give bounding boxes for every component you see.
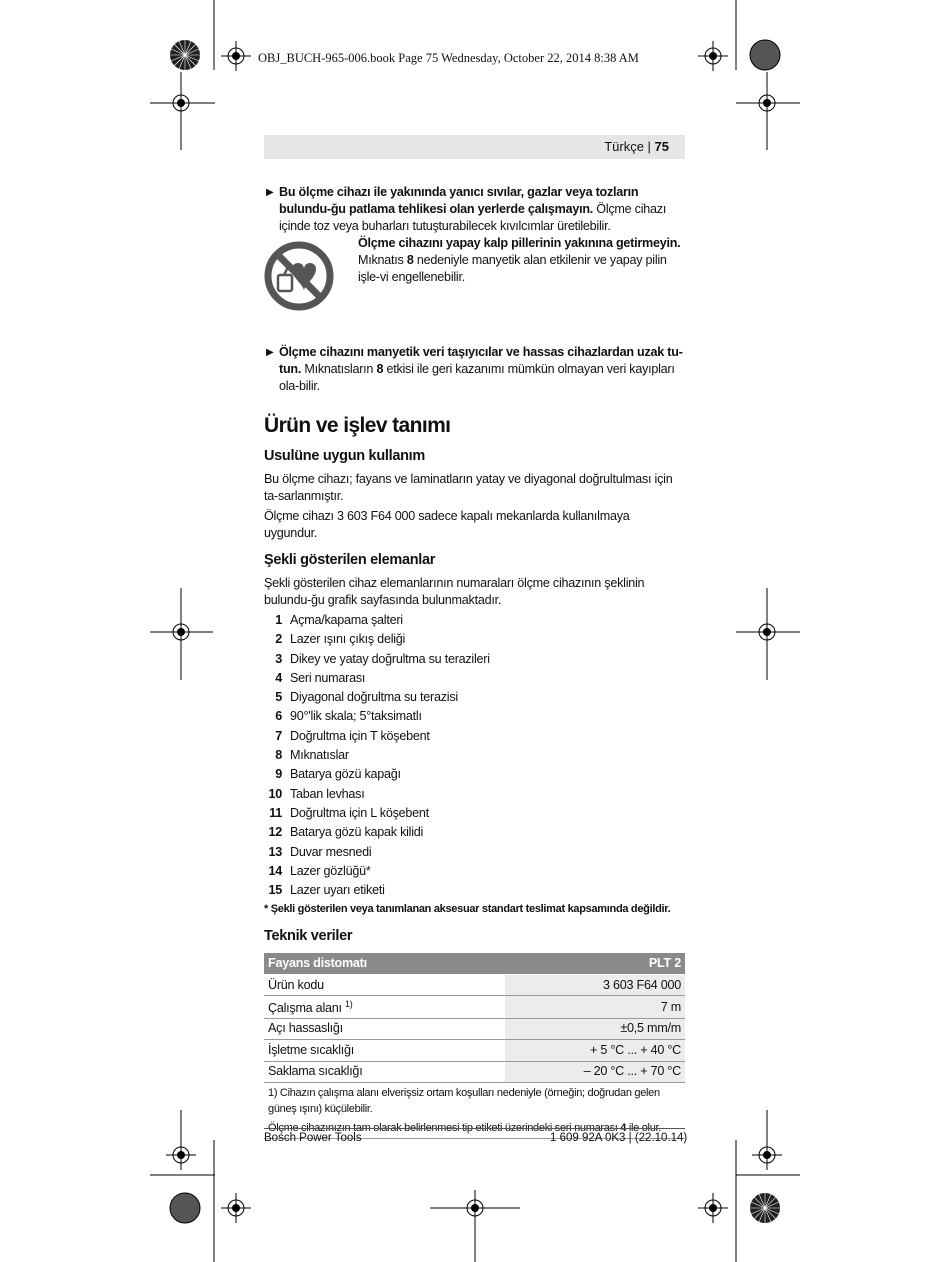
header-separator: |: [643, 139, 655, 154]
footer-brand: Bosch Power Tools: [264, 1132, 362, 1144]
item-label: Lazer ışını çıkış deliği: [290, 632, 406, 647]
row-value: 3 603 F64 000: [505, 974, 685, 996]
item-label: Seri numarası: [290, 670, 366, 685]
list-item: [264, 670, 685, 689]
warning-bold: Ölçme cihazını manyetik veri taşıyıcılar ve hassas cihazlardan uzak tu-tun.: [279, 345, 683, 376]
table-note-1: 1) Cihazın çalışma alanı elverişsiz ortam koşulları nedeniyle (örneğin; doğrudan gelen güneş ışını) küçülebilir.: [268, 1087, 660, 1116]
page-number: 75: [654, 139, 669, 154]
item-label: Batarya gözü kapak kilidi: [290, 825, 424, 840]
registration-mark: [221, 1193, 251, 1223]
starburst-mark: [169, 39, 201, 71]
table-row: [264, 1061, 685, 1083]
list-item: [264, 651, 685, 670]
table-row: [264, 1018, 685, 1040]
item-number: 2: [275, 632, 282, 647]
footer-divider: [264, 1128, 685, 1129]
components-footnote: * Şekli gösterilen veya tanımlanan aksesuar standart teslimat kapsamında değildir.: [264, 903, 671, 916]
row-label: İşletme sıcaklığı: [264, 1040, 505, 1062]
item-number: 15: [268, 883, 282, 898]
row-label: Saklama sıcaklığı: [264, 1061, 505, 1083]
row-value: 7 m: [505, 996, 685, 1018]
warning-bold: Ölçme cihazını yapay kalp pillerinin yakınına getirmeyin.: [358, 236, 681, 250]
item-label: Açma/kapama şalteri: [290, 613, 403, 627]
intended-use-p1: Bu ölçme cihazı; fayans ve laminatların yatay ve diyagonal doğrultulması için ta-sarlanmıştır.: [264, 472, 673, 503]
row-label: Çalışma alanı $^{1)}$: [264, 996, 505, 1018]
warning-bold: Bu ölçme cihazı ile yakınında yanıcı sıvılar, gazlar veya tozların bulundu-ğu patlama tehlikesi olan yerlerde çalışmayın.: [279, 185, 639, 216]
item-label: Lazer uyarı etiketi: [290, 883, 385, 898]
warning-text: [279, 184, 685, 235]
item-label: Taban levhası: [290, 786, 365, 801]
registration-mark: [166, 617, 196, 647]
table-note-2: Ölçme cihazınızın tam olarak belirlenmesi tip etiketi üzerindeki seri numarası 4 ile olur.: [268, 1122, 662, 1135]
item-label: Diyagonal doğrultma su terazisi: [290, 690, 458, 705]
footer-docnum: 1 609 92A 0K3 | (22.10.14): [550, 1132, 688, 1144]
warning-text: Ölçme cihazını manyetik veri taşıyıcılar ve hassas cihazlardan uzak tu-tun. Mıknatısların 8 etkisi ile geri kazanımı mümkün olmayan veri kayıpları ola-bilir.: [279, 345, 683, 393]
registration-mark: [460, 1193, 490, 1223]
bullet-triangle-icon: ▶: [266, 187, 274, 198]
item-number: 12: [268, 825, 282, 840]
warning-magnetic: [264, 344, 685, 395]
list-item: [264, 747, 685, 766]
row-value: – 20 °C ... + 70 °C: [505, 1061, 685, 1083]
table-header-row: [264, 953, 685, 974]
warning-pacemaker: [264, 235, 685, 315]
item-label: 90°'lik skala; 5°taksimatlı: [290, 709, 422, 724]
list-item: [264, 824, 685, 843]
intended-use-heading: Usulüne uygun kullanım: [264, 448, 425, 464]
item-label: Duvar mesnedi: [290, 844, 372, 859]
warning-explosive: [264, 184, 685, 235]
page-header-text: [604, 139, 669, 154]
registration-mark: [698, 1193, 728, 1223]
item-number: 8: [275, 748, 282, 763]
table-row: [264, 1040, 685, 1062]
warning-normal: Mıknatıs 8 nedeniyle manyetik alan etkilenir ve yapay pilin işle-vi engellenebilir.: [358, 253, 667, 284]
item-number: 7: [275, 728, 282, 743]
registration-mark: [752, 617, 782, 647]
gray-dot-mark: [169, 1192, 201, 1224]
row-value: ±0,5 mm/m: [505, 1018, 685, 1040]
gray-dot-mark: [749, 39, 781, 71]
warning-normal: Ölçme cihazı içinde toz veya buharları tutuşturabilecek kıvılcımlar üretilebilir.: [279, 202, 667, 233]
page-header: [264, 135, 685, 159]
section-title: Ürün ve işlev tanımı: [264, 414, 451, 437]
table-header-label: Fayans distomatı: [264, 953, 505, 974]
list-item: [264, 844, 685, 863]
list-item: [264, 766, 685, 785]
table-row: [264, 974, 685, 996]
list-item: [264, 805, 685, 824]
technical-data-heading: Teknik veriler: [264, 928, 353, 945]
item-label: Mıknatıslar: [290, 748, 349, 763]
technical-data-table: [264, 953, 685, 1083]
starburst-mark: [749, 1192, 781, 1224]
item-number: 1: [275, 613, 282, 627]
pacemaker-text: [358, 235, 685, 286]
item-label: Doğrultma için T köşebent: [290, 728, 430, 743]
row-label: Açı hassaslığı: [264, 1018, 505, 1040]
item-number: 13: [268, 844, 282, 859]
item-number: 10: [268, 786, 282, 801]
registration-mark: [166, 88, 196, 118]
registration-mark: [752, 1140, 782, 1170]
list-item: [264, 882, 685, 901]
list-item: [264, 786, 685, 805]
no-pacemaker-icon: [264, 241, 334, 311]
registration-mark: [166, 1140, 196, 1170]
components-intro: Şekli gösterilen cihaz elemanlarının numaraları ölçme cihazının şeklinin bulundu-ğu grafik sayfasında bulunmaktadır.: [264, 576, 645, 607]
print-header: OBJ_BUCH-965-006.book Page 75 Wednesday, October 22, 2014 8:38 AM: [258, 51, 639, 65]
page-content: [264, 184, 685, 1139]
intended-use-p2: Ölçme cihazı 3 603 F64 000 sadece kapalı mekanlarda kullanılmaya uygundur.: [264, 509, 630, 540]
table-row: [264, 996, 685, 1018]
item-label: Doğrultma için L köşebent: [290, 805, 429, 820]
list-item: [264, 728, 685, 747]
item-label: Batarya gözü kapağı: [290, 767, 401, 782]
row-label: Ürün kodu: [264, 974, 505, 996]
registration-mark: [221, 41, 251, 71]
list-item: [264, 612, 685, 631]
registration-mark: [698, 41, 728, 71]
row-value: + 5 °C ... + 40 °C: [505, 1040, 685, 1062]
footnote-ref: 1): [345, 999, 353, 1010]
item-number: 3: [275, 651, 282, 666]
registration-mark: [752, 88, 782, 118]
item-number: 4: [275, 670, 282, 685]
components-list: [264, 612, 685, 901]
item-number: 11: [269, 805, 282, 820]
item-number: 6: [275, 709, 282, 724]
list-item: [264, 708, 685, 727]
item-number: 5: [275, 690, 282, 705]
table-header-value: PLT 2: [505, 953, 685, 974]
item-label: Dikey ve yatay doğrultma su terazileri: [290, 651, 490, 666]
components-heading: Şekli gösterilen elemanlar: [264, 552, 436, 568]
bullet-triangle-icon: ▶: [266, 347, 274, 358]
list-item: [264, 689, 685, 708]
item-number: 9: [275, 767, 282, 782]
list-item: [264, 863, 685, 882]
item-label: Lazer gözlüğü*: [290, 863, 371, 878]
list-item: [264, 631, 685, 650]
table-notes: [264, 1083, 685, 1139]
item-number: 14: [268, 863, 282, 878]
header-language: Türkçe: [604, 139, 644, 154]
